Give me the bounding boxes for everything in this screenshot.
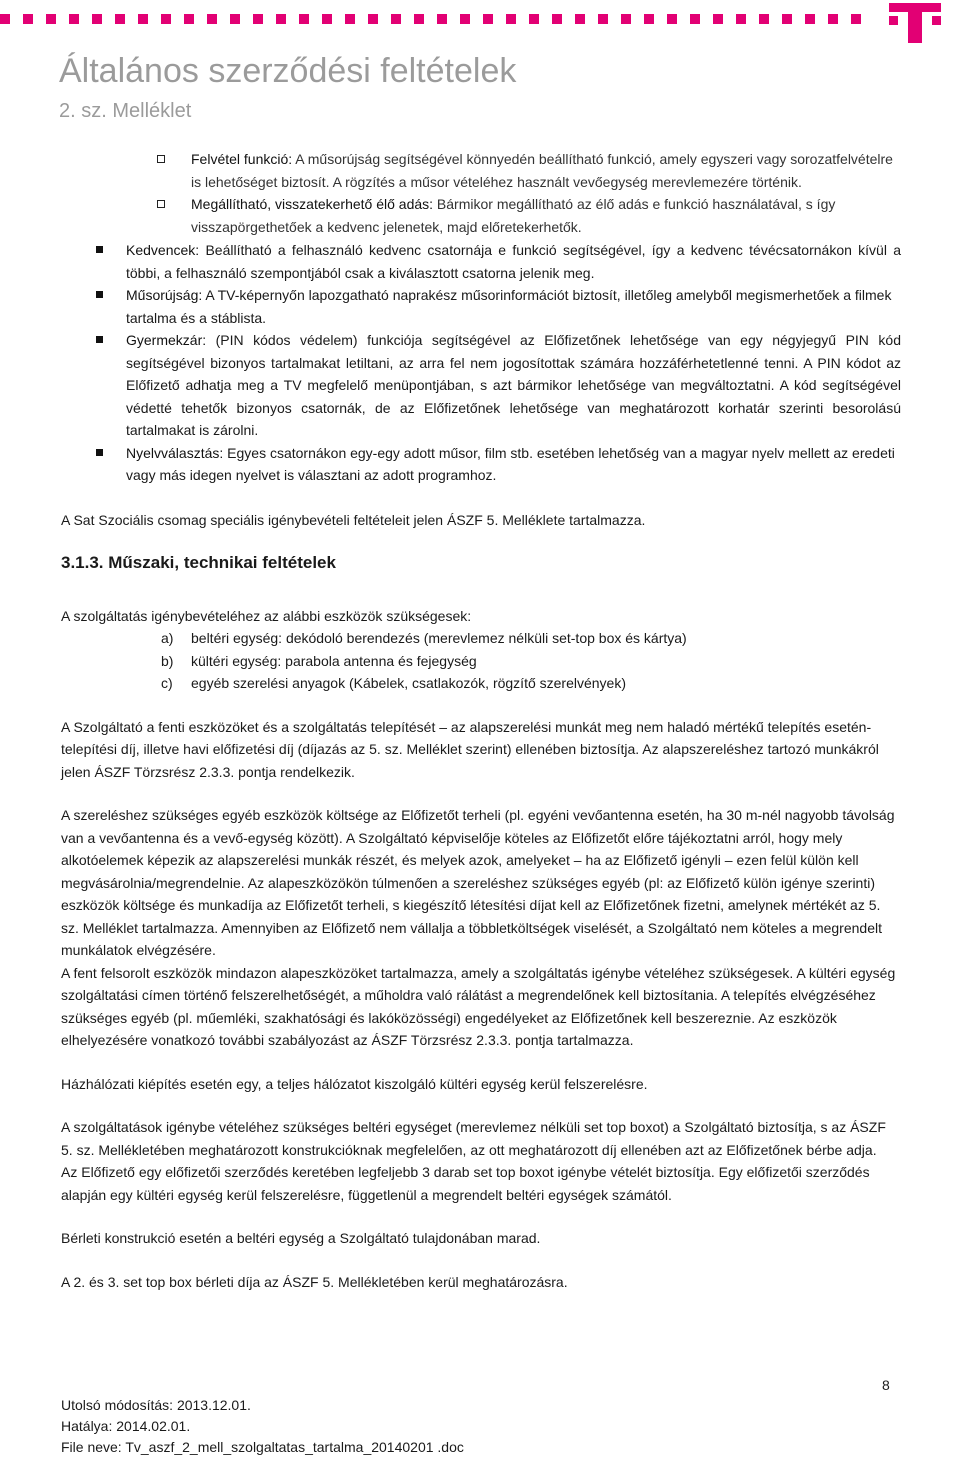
- header-dot: [0, 14, 10, 24]
- header-dot: [644, 14, 654, 24]
- list-label: c): [161, 675, 173, 691]
- paragraph: Házhálózati kiépítés esetén egy, a teljes hálózatot kiszolgáló kültéri egység kerül felszerelésre.: [61, 1075, 648, 1092]
- header-dot: [115, 14, 125, 24]
- telekom-t-logo-icon: [889, 3, 941, 43]
- header-dot: [782, 14, 792, 24]
- header-dot: [529, 14, 539, 24]
- paragraph: Bérleti konstrukció esetén a beltéri egység a Szolgáltató tulajdonában marad.: [61, 1230, 541, 1246]
- header-dot: [667, 14, 677, 24]
- square-bullet-icon: [157, 155, 165, 163]
- header-dot: [391, 14, 401, 24]
- list-text: kültéri egység: parabola antenna és fejegység: [191, 652, 477, 669]
- header-dot: [851, 14, 861, 24]
- header-dot: [276, 14, 286, 24]
- list-label: b): [161, 652, 174, 669]
- header-dot: [230, 14, 240, 24]
- header-dot: [805, 14, 815, 24]
- equipment-item: [61, 627, 901, 650]
- filled-bullet-icon: [96, 336, 103, 343]
- paragraph: A 2. és 3. set top box bérleti díja az ÁSZF 5. Mellékletében kerül meghatározásra.: [61, 1273, 568, 1290]
- header-dot: [138, 14, 148, 24]
- paragraph: A szereléshez szükséges egyéb eszközök költsége az Előfizetőt terheli (pl. egyéni vevőantenna esetén, ha 30 m-nél nagyobb távolság van a vevőantenna és a vevő-egység között). A Szolgáltató képviselője köteles az Előfizetőt előre tájékoztatni arról, hogy mely alkotóelemek képezik az alapszerelési munkák részét, és melyek azok, amelyeket – ha az Előfizető igényli – ezen felül külön kell megvásárolnia/megrendelnie. Az alapeszközökön túlmenően a szereléshez szükséges egyéb (pl: az Előfizető külön igénye szerinti) eszközök költsége és munkadíja az Előfizetőt terheli, s kiegészítő létesítési díjat kell az Előfizetőnek fizetni, amelynek mértékét az 5. sz. Melléklet tartalmazza. Amennyiben az Előfizető nem vállalja a többletköltségek viselését, a Szolgáltató nem köteles a megrendelt munkálatok elvégzésére.: [61, 807, 895, 958]
- feature-text: Beállítható a felhasználó kedvenc csatornája e funkció segítségével, így a kedvenc tévécsatornákon kívül a többi, a felhasználó szempontjából csak a kiválasztott csatorna jelenik meg.: [126, 242, 901, 281]
- header-dot: [299, 14, 309, 24]
- header-dot: [828, 14, 838, 24]
- feature-item: [61, 284, 901, 329]
- header-dot: [621, 14, 631, 24]
- header-dot: [23, 14, 33, 24]
- header-dot: [552, 14, 562, 24]
- feature-term: Megállítható, visszatekerhető élő adás:: [191, 196, 434, 212]
- paragraph: A szolgáltatások igénybe vételéhez szükséges beltéri egységet (merevlemez nélküli set top boxot) a Szolgáltató biztosítja, s az ÁSZF 5. sz. Mellékletében meghatározott konstrukcióknak megfelelően, az ott meghatározott díj ellenében azt az Előfizetőnek bérbe adja.: [61, 1119, 886, 1158]
- header-dot: [460, 14, 470, 24]
- header-dot: [598, 14, 608, 24]
- paragraph: Az Előfizető egy előfizetői szerződés keretében legfeljebb 3 darab set top boxot igénybe vételét biztosítja. Egy előfizetői szerződés alapján egy kültéri egység kerül felszerelésre, függetlenül a megrendelt beltéri egységek számától.: [61, 1164, 870, 1203]
- header-dot: [345, 14, 355, 24]
- document-body: [61, 148, 901, 1293]
- header-dot: [437, 14, 447, 24]
- list-label: a): [161, 630, 174, 646]
- header-dot: [322, 14, 332, 24]
- feature-item: [61, 239, 901, 284]
- header-dot: [92, 14, 102, 24]
- feature-text: (PIN kódos védelem) funkciója segítségével az Előfizetőnek lehetősége van egy négyjegyű PIN kód segítségével bizonyos tartalmakat letiltani, az arra fel nem jogosítottak számára hozzáférhetetlenné tenni. A PIN kódot az Előfizető adhatja meg a TV megfelelő menüpontjában, s azt bármikor lehetősége van megváltoztatni. A kód segítségével védetté tehetők bizonyos csatornák, de az Előfizetőnek lehetősége van meghatározott korhatár szerinti besorolású tartalmakat is zárolni.: [126, 332, 901, 438]
- header-dot: [253, 14, 263, 24]
- square-bullet-icon: [157, 200, 165, 208]
- equipment-intro: A szolgáltatás igénybevételéhez az alábbi eszközök szükségesek:: [61, 607, 472, 624]
- footer-filename: File neve: Tv_aszf_2_mell_szolgaltatas_tartalma_20140201 .doc: [61, 1439, 464, 1455]
- header-dot: [207, 14, 217, 24]
- header-dot-band: [0, 14, 880, 30]
- footer-effective: Hatálya: 2014.02.01.: [61, 1418, 191, 1434]
- equipment-item: [61, 672, 901, 695]
- equipment-item: [61, 650, 901, 673]
- feature-term: Gyermekzár:: [126, 332, 207, 348]
- document-title: Általános szerződési feltételek: [59, 52, 517, 90]
- section-heading: 3.1.3. Műszaki, technikai feltételek: [61, 553, 336, 572]
- header-dot: [506, 14, 516, 24]
- header-dot: [736, 14, 746, 24]
- page-number: 8: [882, 1377, 890, 1393]
- header-dot: [368, 14, 378, 24]
- list-text: egyéb szerelési anyagok (Kábelek, csatlakozók, rögzítő szerelvények): [191, 675, 626, 691]
- feature-item: [61, 148, 901, 193]
- header-dot: [483, 14, 493, 24]
- header-dot: [184, 14, 194, 24]
- footer-modified: Utolsó módosítás: 2013.12.01.: [61, 1397, 251, 1413]
- header-dot: [713, 14, 723, 24]
- header-dot: [690, 14, 700, 24]
- filled-bullet-icon: [96, 449, 103, 456]
- feature-term: Felvétel funkció:: [191, 151, 293, 167]
- header-dot: [759, 14, 769, 24]
- header-dot: [46, 14, 56, 24]
- filled-bullet-icon: [96, 291, 103, 298]
- feature-term: Nyelvválasztás:: [126, 444, 224, 461]
- header-dot: [575, 14, 585, 24]
- header-dot: [161, 14, 171, 24]
- footer: [61, 1395, 464, 1458]
- header-dot: [69, 14, 79, 24]
- feature-text: A műsorújság segítségével könnyedén beállítható funkció, amely egyszeri vagy sorozatfelvételre is lehetőséget biztosít. A rögzítés a műsor vételéhez használt vevőegység merevlemezére történik.: [191, 151, 893, 190]
- sat-note: A Sat Szociális csomag speciális igénybevételi feltételeit jelen ÁSZF 5. Melléklete tartalmazza.: [61, 511, 646, 528]
- header-dot: [414, 14, 424, 24]
- feature-term: Kedvencek:: [126, 242, 200, 258]
- feature-text: Egyes csatornákon egy-egy adott műsor, film stb. esetében lehetőség van a magyar nyelv mellett az eredeti vagy más idegen nyelvet is választani az adott programhoz.: [126, 444, 895, 483]
- paragraph: A fent felsorolt eszközök mindazon alapeszközöket tartalmazza, amely a szolgáltatás igénybe vételéhez szükségesek. A kültéri egység szolgáltatási címen történő felszerelhetőségét, a műholdra való rálátást a megrendelőnek kell biztosítania. A telepítés elvégzéséhez szükséges egyéb (pl. műemléki, szakhatósági és lakóközösségi) engedélyeket az Előfizetőnek kell beszereznie. Az eszközök elhelyezésére vonatkozó további szabályozást az ÁSZF Törzsrész 2.3.3. pontja tartalmazza.: [61, 964, 896, 1048]
- feature-text: A TV-képernyőn lapozgatható naprakész műsorinformációt biztosít, illetőleg amelyből megismerhetőek a filmek tartalma és a stáblista.: [126, 287, 892, 326]
- filled-bullet-icon: [96, 246, 103, 253]
- feature-term: Műsorújság:: [126, 287, 203, 303]
- feature-item: [61, 193, 901, 238]
- document-subtitle: 2. sz. Melléklet: [59, 100, 192, 122]
- feature-text: Bármikor megállítható az élő adás e funkció használatával, s így visszapörgethetőek a kedvenc jelenetek, majd előretekerhetők.: [191, 196, 836, 235]
- feature-item: [61, 329, 901, 442]
- list-text: beltéri egység: dekódoló berendezés (merevlemez nélküli set-top box és kártya): [191, 630, 687, 646]
- feature-item: [61, 442, 901, 487]
- paragraph: A Szolgáltató a fenti eszközöket és a szolgáltatás telepítését – az alapszerelési munkát meg nem haladó mértékű telepítés esetén- telepítési díj, illetve havi előfizetési díj (díjazás az 5. sz. Melléklet szerint) ellenében biztosítja. Az alapszereléshez tartozó munkákról jelen ÁSZF Törzsrész 2.3.3. pontja rendelkezik.: [61, 718, 879, 780]
